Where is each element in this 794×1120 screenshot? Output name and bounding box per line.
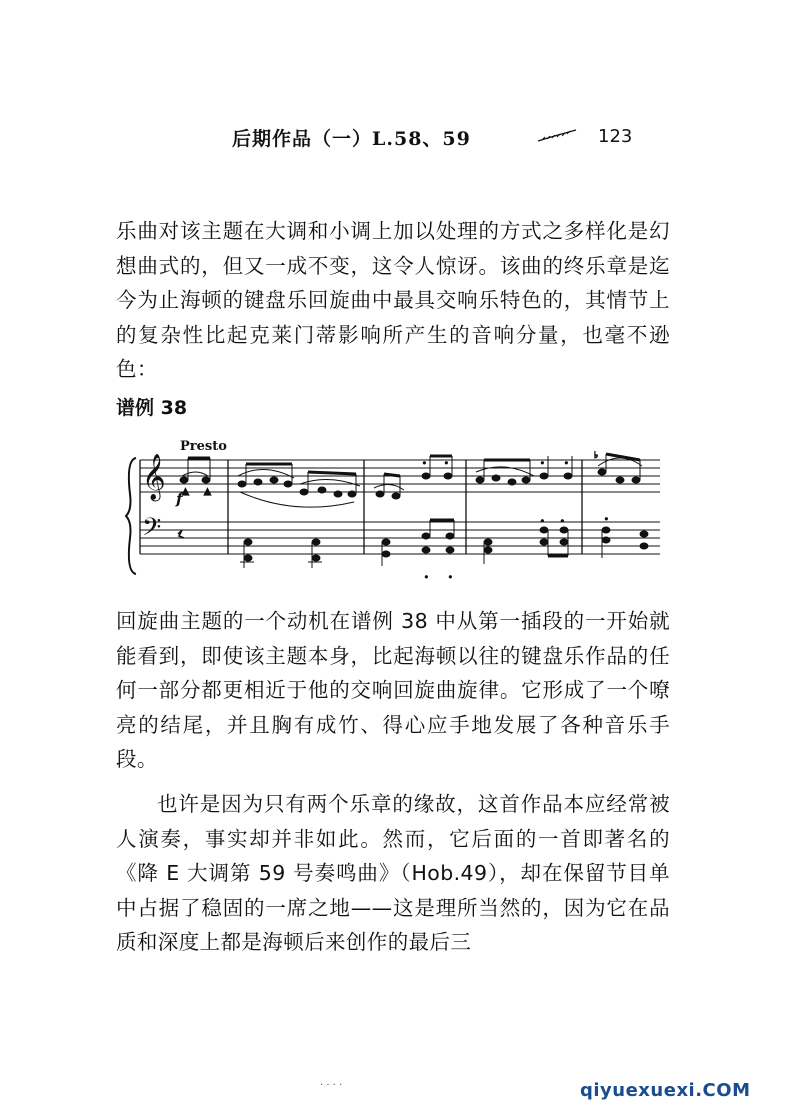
svg-text:•: • <box>444 459 449 468</box>
svg-text:•: • <box>422 459 427 468</box>
svg-text:•: • <box>424 573 429 582</box>
svg-text:•: • <box>560 517 565 526</box>
svg-text:♭: ♭ <box>594 451 599 461</box>
svg-text:•: • <box>564 459 569 468</box>
music-score <box>124 436 664 586</box>
ornament-icon <box>536 128 578 144</box>
paragraph-3: 也许是因为只有两个乐章的缘故，这首作品本应经常被人演奏，事实却并非如此。然而，它后面的一首即著名的《降 E 大调第 59 号奏鸣曲》（Hob.49），却在保留节目单中占据了稳固的一席之地——这是理所当然的，因为它在品质和深度上都是海顿后来创作的最后三 <box>116 792 670 954</box>
page-number: 123 <box>598 126 633 147</box>
example-label: 谱例 38 <box>116 397 188 419</box>
site-watermark: qiyuexuexi.COM <box>580 1080 751 1101</box>
svg-text:𝄞: 𝄞 <box>142 454 166 500</box>
footer-mark: · · · · <box>320 1080 343 1091</box>
svg-text:•: • <box>448 573 453 582</box>
svg-text:•: • <box>604 515 609 524</box>
paragraph-1: 乐曲对该主题在大调和小调上加以处理的方式之多样化是幻想曲式的，但又一成不变，这令人惊讶。该曲的终乐章是迄今为止海顿的键盘乐回旋曲中最具交响乐特色的，其情节上的复杂性比起克莱门蒂影响所产生的音响分量，也毫不逊色： <box>116 219 670 381</box>
svg-text:▲: ▲ <box>204 487 211 497</box>
dynamic-marking: f <box>176 490 183 508</box>
running-header <box>0 124 794 154</box>
svg-text:𝄢: 𝄢 <box>142 513 162 548</box>
svg-text:•: • <box>540 459 545 468</box>
paragraph-2: 回旋曲主题的一个动机在谱例 38 中从第一插段的一开始就能看到，即使该主题本身，比起海顿以往的键盘乐作品的任何一部分都更相近于他的交响回旋曲旋律。它形成了一个嘹亮的结尾，并且胸有成竹、得心应手地发展了各种音乐手段。 <box>116 609 670 771</box>
tempo-marking: Presto <box>180 439 227 454</box>
svg-text:▲: ▲ <box>182 487 189 497</box>
svg-text:•: • <box>540 517 545 526</box>
header-title: 后期作品（一）L.58、59 <box>232 128 471 150</box>
